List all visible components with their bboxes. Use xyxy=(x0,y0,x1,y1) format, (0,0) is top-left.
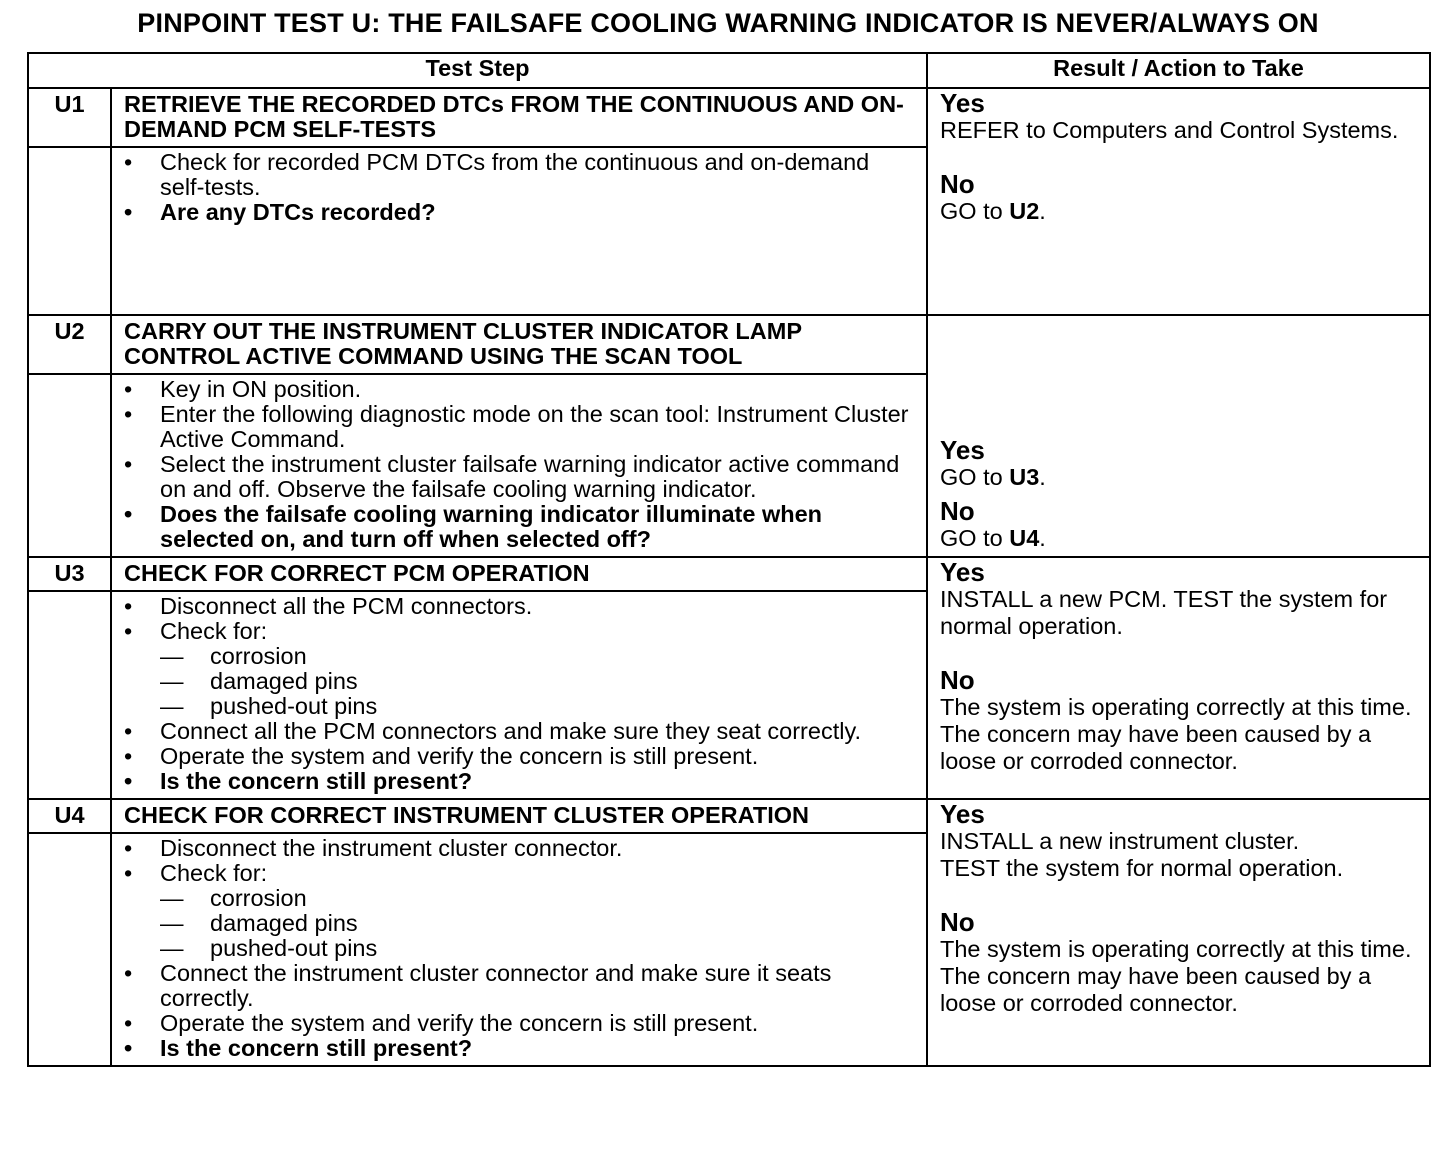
step-body-u4 xyxy=(111,833,927,1066)
sub-item: — corrosion xyxy=(160,644,916,669)
step-title-u1: RETRIEVE THE RECORDED DTCs FROM THE CONTINUOUS AND ON-DEMAND PCM SELF-TESTS xyxy=(111,88,927,147)
step-id-u4: U4 xyxy=(28,799,111,833)
no-action: GO to U2. xyxy=(940,198,1046,224)
list-item-question: • Does the failsafe cooling warning indicator illuminate when selected on, and turn off when selected off? xyxy=(124,502,916,552)
list-item: • Key in ON position. xyxy=(124,377,916,402)
yes-action: REFER to Computers and Control Systems. xyxy=(940,117,1399,143)
step-ref: U2 xyxy=(1009,198,1040,224)
list-item-check-for: • Check for: — corrosion — damaged pins — pushed-out pins xyxy=(124,619,916,719)
no-label: No xyxy=(940,907,975,937)
step-title-u4: CHECK FOR CORRECT INSTRUMENT CLUSTER OPERATION xyxy=(111,799,927,833)
sub-item: — damaged pins xyxy=(160,911,916,936)
step-id-u1: U1 xyxy=(28,88,111,147)
list-item: • Check for recorded PCM DTCs from the continuous and on-demand self-tests. xyxy=(124,150,916,200)
no-action: The system is operating correctly at this time. The concern may have been caused by a loose or corroded connector. xyxy=(940,936,1412,1016)
step-title-u2: CARRY OUT THE INSTRUMENT CLUSTER INDICATOR LAMP CONTROL ACTIVE COMMAND USING THE SCAN TOOL xyxy=(111,315,927,374)
sub-item: — corrosion xyxy=(160,886,916,911)
yes-label: Yes xyxy=(940,435,985,465)
list-item-question: • Are any DTCs recorded? xyxy=(124,200,916,225)
sub-item: — pushed-out pins xyxy=(160,936,916,961)
result-u2 xyxy=(927,315,1430,557)
list-item-question: • Is the concern still present? xyxy=(124,1036,916,1061)
step-title-row-u3 xyxy=(28,557,1430,591)
list-item: • Disconnect all the PCM connectors. xyxy=(124,594,916,619)
sub-item: — damaged pins xyxy=(160,669,916,694)
result-u3 xyxy=(927,557,1430,799)
result-header: Result / Action to Take xyxy=(927,53,1430,88)
list-item-check-for: • Check for: — corrosion — damaged pins — pushed-out pins xyxy=(124,861,916,961)
no-action: GO to U4. xyxy=(940,525,1046,551)
list-item: • Enter the following diagnostic mode on the scan tool: Instrument Cluster Active Command. xyxy=(124,402,916,452)
step-title-row-u2 xyxy=(28,315,1430,374)
yes-action: GO to U3. xyxy=(940,464,1046,490)
list-item: • Select the instrument cluster failsafe warning indicator active command on and off. Observe the failsafe cooling warning indicator. xyxy=(124,452,916,502)
list-item: • Connect all the PCM connectors and make sure they seat correctly. xyxy=(124,719,916,744)
table-header-row xyxy=(28,53,1430,88)
pinpoint-test-table xyxy=(27,52,1431,1067)
step-title-row-u4 xyxy=(28,799,1430,833)
no-label: No xyxy=(940,496,975,526)
step-id-u3: U3 xyxy=(28,557,111,591)
yes-label: Yes xyxy=(940,799,985,829)
step-body-u1 xyxy=(111,147,927,315)
no-label: No xyxy=(940,169,975,199)
yes-action: INSTALL a new PCM. TEST the system for normal operation. xyxy=(940,586,1388,639)
result-u4 xyxy=(927,799,1430,1066)
yes-label: Yes xyxy=(940,88,985,118)
yes-label: Yes xyxy=(940,557,985,587)
test-step-header: Test Step xyxy=(28,53,927,88)
step-title-u3: CHECK FOR CORRECT PCM OPERATION xyxy=(111,557,927,591)
step-ref: U4 xyxy=(1009,525,1040,551)
step-title-row-u1 xyxy=(28,88,1430,147)
step-body-u3 xyxy=(111,591,927,799)
no-action: The system is operating correctly at this time. The concern may have been caused by a loose or corroded connector. xyxy=(940,694,1412,774)
result-u1 xyxy=(927,88,1430,315)
yes-action-line-1: INSTALL a new instrument cluster. xyxy=(940,828,1300,854)
list-item: • Connect the instrument cluster connector and make sure it seats correctly. xyxy=(124,961,916,1011)
no-label: No xyxy=(940,665,975,695)
page-title: PINPOINT TEST U: THE FAILSAFE COOLING WARNING INDICATOR IS NEVER/ALWAYS ON xyxy=(137,8,1319,38)
list-item-question: • Is the concern still present? xyxy=(124,769,916,794)
step-ref: U3 xyxy=(1009,464,1040,490)
list-item: • Disconnect the instrument cluster connector. xyxy=(124,836,916,861)
list-item: • Operate the system and verify the concern is still present. xyxy=(124,1011,916,1036)
step-body-u2 xyxy=(111,374,927,557)
list-item: • Operate the system and verify the concern is still present. xyxy=(124,744,916,769)
yes-action-line-2: TEST the system for normal operation. xyxy=(940,855,1344,881)
step-id-u2: U2 xyxy=(28,315,111,374)
sub-item: — pushed-out pins xyxy=(160,694,916,719)
